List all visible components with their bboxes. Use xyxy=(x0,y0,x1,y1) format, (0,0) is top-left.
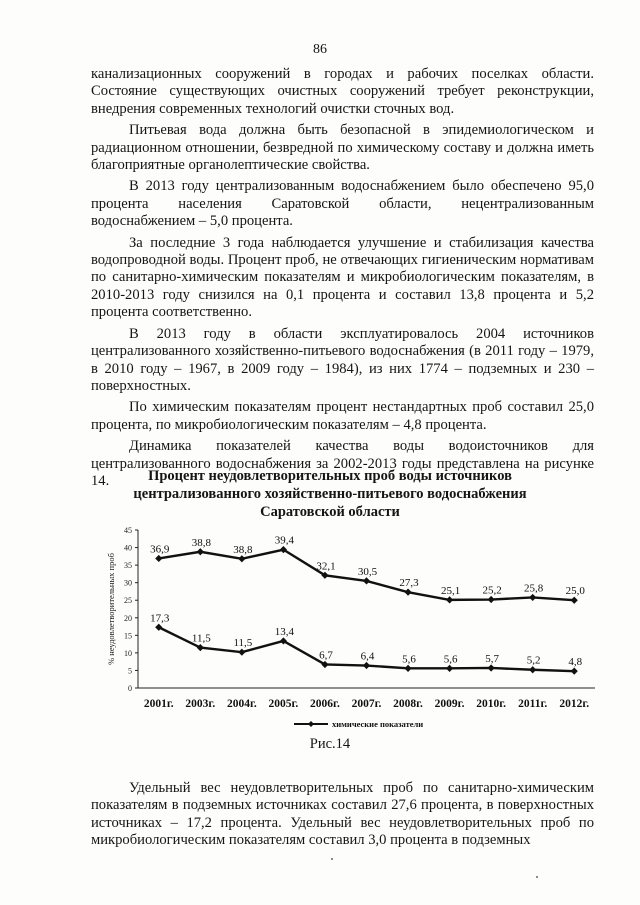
y-tick-label: 45 xyxy=(124,526,132,535)
x-tick-label: 2011г. xyxy=(518,698,548,710)
data-point xyxy=(404,589,411,596)
data-label: 27,3 xyxy=(399,577,419,590)
y-tick-label: 0 xyxy=(128,684,132,693)
data-label: 25,8 xyxy=(524,582,544,595)
y-tick-label: 40 xyxy=(124,543,132,553)
data-label: 38,8 xyxy=(233,543,253,556)
paragraph-2: Питьевая вода должна быть безопасной в эпидемиологическом и радиационном отношении, безвредной по химическому составу и должна иметь благоприятные органолептические свойства. xyxy=(91,122,594,174)
data-label: 32,1 xyxy=(316,560,336,573)
chart-title-line: централизованного хозяйственно-питьевого водоснабжения xyxy=(133,486,527,502)
data-label: 5,7 xyxy=(485,652,500,665)
scan-speck xyxy=(331,858,333,860)
data-label: 5,6 xyxy=(402,653,416,666)
scan-speck xyxy=(536,876,538,878)
x-tick-label: 2008г. xyxy=(393,698,423,710)
chart-area xyxy=(100,520,610,737)
x-tick-label: 2001г. xyxy=(143,698,174,710)
figure-caption: Рис.14 xyxy=(309,736,351,752)
body-text xyxy=(91,66,594,494)
data-label: 11,5 xyxy=(233,637,253,650)
paragraph-7: Динамика показателей качества воды водоисточников для централизованного водоснабжения за 2002-2013 годы представлена на рисунке 14. xyxy=(91,438,594,489)
data-point xyxy=(488,664,495,671)
data-label: 39,4 xyxy=(274,534,295,547)
data-point xyxy=(404,665,411,672)
data-point xyxy=(446,665,453,672)
x-tick-label: 2005г. xyxy=(268,698,299,710)
chart-title-line: Процент неудовлетворительных проб воды источников xyxy=(148,468,512,484)
data-label: 5,6 xyxy=(443,653,458,666)
data-label: 17,3 xyxy=(150,612,170,625)
paragraph-4: За последние 3 года наблюдается улучшение и стабилизация качества водопроводной воды. Процент проб, не отвечающих гигиеническим нормативам по санитарно-химическим показателям и микробиологическим показателям, в 2010-2013 году снизился на 0,1 процента и составил 13,8 процента и 5,2 процента соответственно. xyxy=(91,234,594,321)
y-tick-label: 10 xyxy=(124,648,132,658)
data-label: 11,5 xyxy=(191,632,211,645)
y-tick-label: 5 xyxy=(128,666,132,676)
x-tick-label: 2007г. xyxy=(351,698,382,710)
data-label: 25,2 xyxy=(482,584,502,597)
data-point xyxy=(197,548,204,555)
data-label: 4,8 xyxy=(568,656,583,669)
x-tick-label: 2003г. xyxy=(185,698,216,710)
line-chart xyxy=(100,520,610,732)
paragraph-3: В 2013 году централизованным водоснабжением было обеспечено 95,0 процента населения Саратовской области, нецентрализованным водоснабжением – 5,0 процента. xyxy=(91,178,594,230)
data-label: 6,7 xyxy=(319,649,333,662)
data-label: 6,4 xyxy=(360,650,375,663)
chart-title-line: Саратовской области xyxy=(260,504,400,520)
x-tick-label: 2012г. xyxy=(559,698,590,710)
data-point xyxy=(363,577,370,584)
data-label: 38,8 xyxy=(191,536,211,549)
data-label: 5,2 xyxy=(526,654,541,667)
x-tick-label: 2009г. xyxy=(434,698,465,710)
data-label: 30,5 xyxy=(357,565,378,578)
data-point xyxy=(238,555,245,562)
y-tick-label: 20 xyxy=(124,613,132,623)
data-point xyxy=(488,596,495,603)
data-label: 36,9 xyxy=(150,543,170,556)
data-point xyxy=(446,596,453,603)
paragraph-8: Удельный вес неудовлетворительных проб по санитарно-химическим показателям в подземных источниках составил 27,6 процента, в поверхностных источниках – 17,2 процента. Удельный вес неудовлетворительных проб по микробиологическим показателям составил 3,0 процента в подземных xyxy=(91,780,594,849)
y-axis-title: % неудовлетворительных проб xyxy=(106,553,116,665)
legend-label: химические показатели xyxy=(332,719,424,729)
y-tick-label: 15 xyxy=(124,631,132,641)
chart-title xyxy=(80,467,580,521)
data-point xyxy=(571,597,578,604)
paragraph-6: По химическим показателям процент нестандартных проб составил 25,0 процента, по микробиологическим показателям – 4,8 процента. xyxy=(91,399,594,433)
data-label: 25,1 xyxy=(440,584,461,597)
x-tick-label: 2010г. xyxy=(476,698,507,710)
y-tick-label: 25 xyxy=(124,596,132,606)
paragraph-1: канализационных сооружений в городах и рабочих поселках области. Состояние существующих очистных сооружений требует реконструкции, внедрения современных технологий очистки сточных вод. xyxy=(91,66,594,117)
data-point xyxy=(571,668,578,675)
page-number: 86 xyxy=(313,42,327,57)
data-point xyxy=(529,594,536,601)
bottom-text xyxy=(91,780,594,850)
x-tick-label: 2006г. xyxy=(310,698,340,710)
data-label: 25,0 xyxy=(565,585,585,598)
paragraph-5: В 2013 году в области эксплуатировалось 2004 источников централизованного хозяйственно-питьевого водоснабжения (в 2011 году – 1979, в 2010 году – 1967, в 2009 году – 1984), из них 1774 – подземных и 230 – поверхностных. xyxy=(91,325,594,394)
y-tick-label: 35 xyxy=(124,561,132,571)
data-point xyxy=(238,649,245,656)
y-tick-label: 30 xyxy=(124,578,132,588)
x-tick-label: 2004г. xyxy=(226,698,257,710)
data-point xyxy=(363,662,370,669)
data-label: 13,4 xyxy=(274,625,295,638)
data-point xyxy=(529,666,536,673)
legend-marker xyxy=(308,721,314,727)
data-point xyxy=(155,555,162,562)
